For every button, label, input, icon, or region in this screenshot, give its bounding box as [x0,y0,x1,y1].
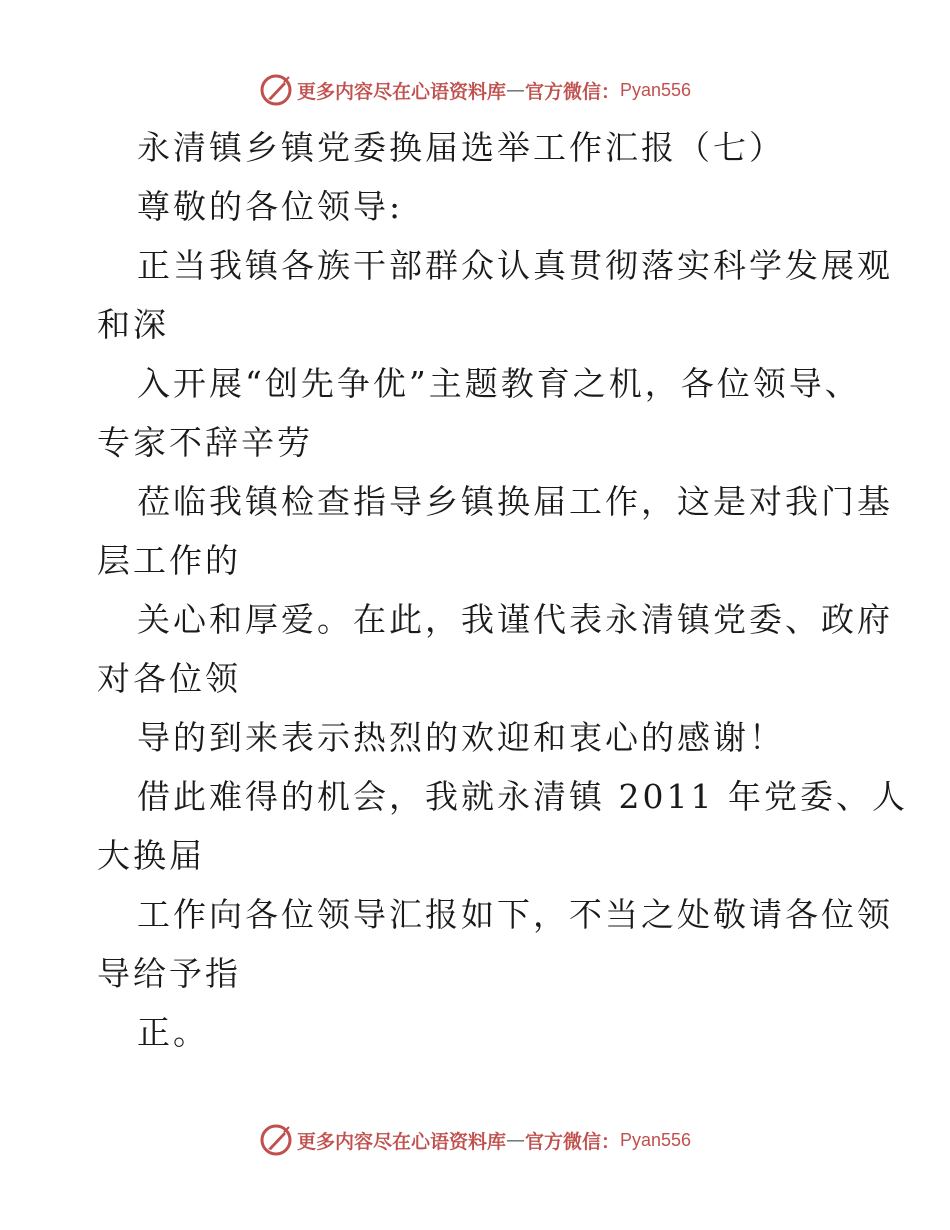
paragraph-line: 借此难得的机会，我就永清镇 2011 年党委、人 [137,777,908,816]
footer-brand-text: 更多内容尽在心语资料库 [296,1130,506,1153]
paragraph-line: 专家不辞辛劳 [97,423,313,462]
paragraph-line: 工作向各位领导汇报如下，不当之处敬请各位领 [137,895,893,934]
footer-wechat-id: Pyan556 [619,1129,692,1150]
paragraph-line: 正当我镇各族干部群众认真贯彻落实科学发展观 [137,246,893,285]
quill-pen-logo-icon [259,1123,293,1157]
header-official-label: 官方微信： [524,80,620,103]
paragraph-line: 层工作的 [97,541,241,580]
header-separator: — [505,79,525,101]
header-wechat-id: Pyan556 [619,79,692,100]
paragraph-line: 大换届 [97,836,205,875]
footer-separator: — [505,1129,525,1151]
paragraph-line: 入开展“创先争优”主题教育之机，各位领导、 [137,364,861,403]
paragraph-line: 和深 [97,305,169,344]
paragraph-line: 导的到来表示热烈的欢迎和衷心的感谢！ [137,718,785,757]
document-body [97,118,908,1062]
quill-pen-logo-icon [259,73,293,107]
paragraph-line: 导给予指 [97,954,241,993]
paragraph-line: 正。 [137,1013,209,1052]
header-banner [0,70,950,110]
paragraph-line: 关心和厚爱。在此，我谨代表永清镇党委、政府 [137,600,893,639]
footer-banner [0,1120,950,1160]
footer-official-label: 官方微信： [524,1130,620,1153]
header-brand-text: 更多内容尽在心语资料库 [296,80,506,103]
paragraph-line: 对各位领 [97,659,241,698]
salutation-line: 尊敬的各位领导: [137,187,404,226]
document-title: 永清镇乡镇党委换届选举工作汇报（七） [137,128,785,167]
paragraph-line: 莅临我镇检查指导乡镇换届工作，这是对我门基 [137,482,893,521]
